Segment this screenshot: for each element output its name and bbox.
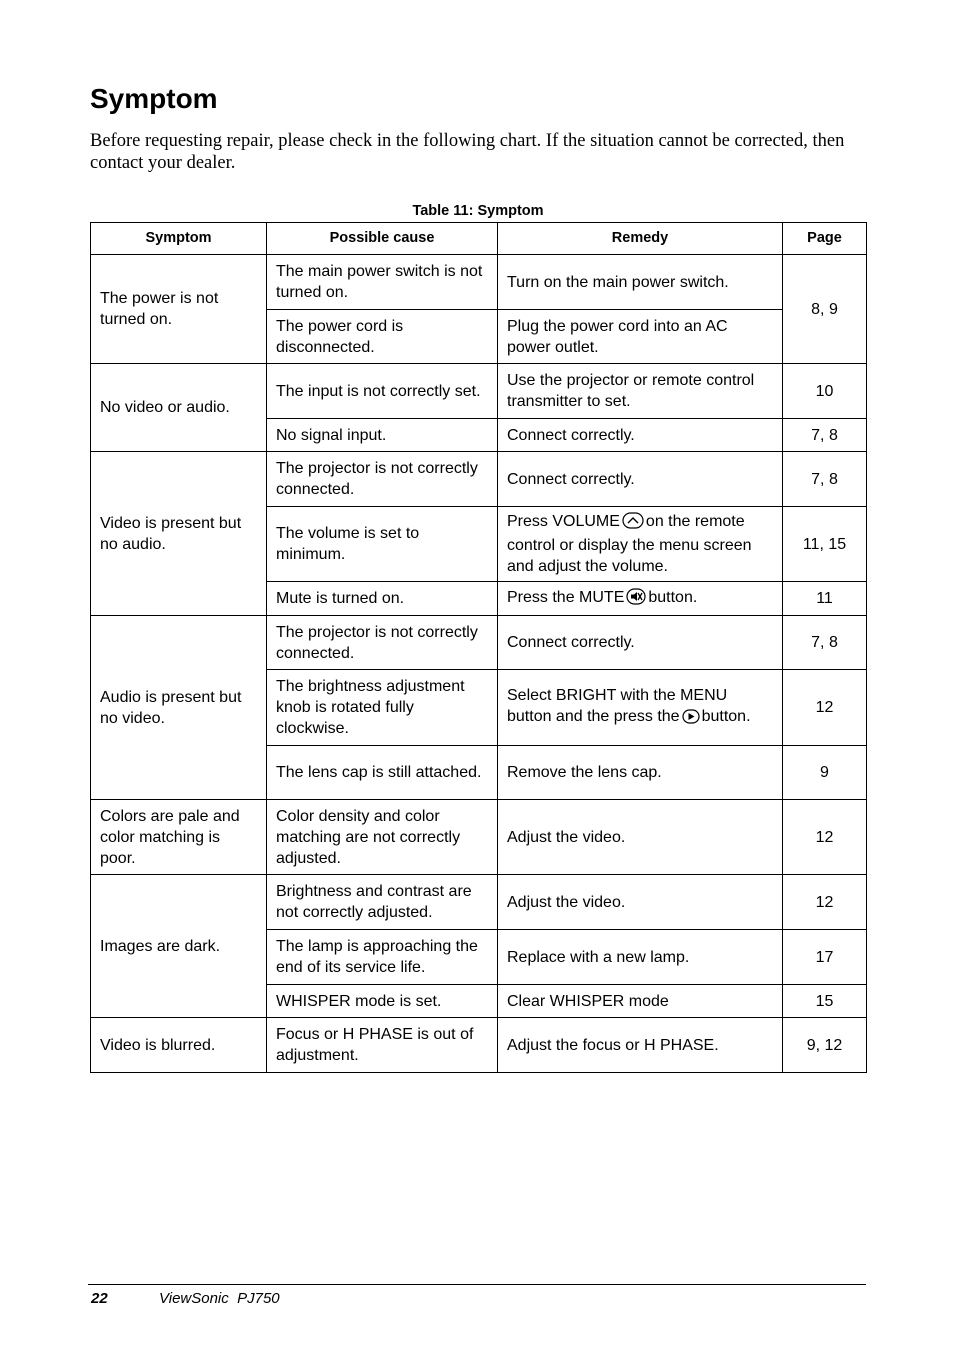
- remedy-cell: Clear WHISPER mode: [498, 985, 783, 1018]
- page-cell: 12: [783, 875, 867, 930]
- page-cell: 7, 8: [783, 452, 867, 507]
- remedy-cell: Adjust the video.: [498, 800, 783, 875]
- table-row: [91, 875, 867, 930]
- remedy-cell: Connect correctly.: [498, 616, 783, 670]
- symptom-cell: Colors are pale and color matching is poor.: [91, 800, 267, 875]
- remedy-cell: [498, 507, 783, 582]
- symptom-cell: No video or audio.: [91, 364, 267, 452]
- volume-up-icon: [622, 512, 644, 535]
- remedy-cell: Plug the power cord into an AC power outlet.: [498, 310, 783, 364]
- page-cell: 12: [783, 800, 867, 875]
- cause-cell: Color density and color matching are not correctly adjusted.: [267, 800, 498, 875]
- page-cell: 15: [783, 985, 867, 1018]
- footer-divider: [88, 1284, 866, 1285]
- symptom-table: [90, 222, 867, 1073]
- cause-cell: The input is not correctly set.: [267, 364, 498, 419]
- page-cell: 17: [783, 930, 867, 985]
- remedy-text-before: Select BRIGHT with the MENU button and the press the: [507, 687, 728, 725]
- cause-cell: The lens cap is still attached.: [267, 746, 498, 800]
- cause-cell: The lamp is approaching the end of its service life.: [267, 930, 498, 985]
- remedy-cell: [498, 582, 783, 616]
- footer-product: ViewSonic PJ750: [159, 1290, 280, 1307]
- page-number: 22: [91, 1290, 108, 1307]
- page-cell: 11: [783, 582, 867, 616]
- page-cell: 7, 8: [783, 419, 867, 452]
- symptom-cell: Video is present but no audio.: [91, 452, 267, 616]
- remedy-cell: Adjust the focus or H PHASE.: [498, 1018, 783, 1073]
- cause-cell: The projector is not correctly connected.: [267, 616, 498, 670]
- header-possible-cause: Possible cause: [267, 223, 498, 255]
- remedy-cell: Use the projector or remote control transmitter to set.: [498, 364, 783, 419]
- table-header-row: [91, 223, 867, 255]
- page-cell: 9: [783, 746, 867, 800]
- cause-cell: Brightness and contrast are not correctly adjusted.: [267, 875, 498, 930]
- remedy-cell: [498, 670, 783, 746]
- header-page: Page: [783, 223, 867, 255]
- remedy-cell: Remove the lens cap.: [498, 746, 783, 800]
- table-row: [91, 1018, 867, 1073]
- cause-cell: No signal input.: [267, 419, 498, 452]
- cause-cell: The power cord is disconnected.: [267, 310, 498, 364]
- symptom-cell: Images are dark.: [91, 875, 267, 1018]
- remedy-cell: Replace with a new lamp.: [498, 930, 783, 985]
- remedy-text-before: Press the MUTE: [507, 588, 625, 606]
- remedy-cell: Adjust the video.: [498, 875, 783, 930]
- symptom-cell: Video is blurred.: [91, 1018, 267, 1073]
- cause-cell: The main power switch is not turned on.: [267, 255, 498, 310]
- page-title: Symptom: [90, 83, 218, 114]
- cause-cell: The projector is not correctly connected.: [267, 452, 498, 507]
- right-arrow-button-icon: [682, 709, 700, 730]
- cause-cell: WHISPER mode is set.: [267, 985, 498, 1018]
- remedy-text-before: Press VOLUME: [507, 513, 620, 530]
- cause-cell: Mute is turned on.: [267, 582, 498, 616]
- remedy-cell: Turn on the main power switch.: [498, 255, 783, 310]
- cause-cell: Focus or H PHASE is out of adjustment.: [267, 1018, 498, 1073]
- symptom-cell: The power is not turned on.: [91, 255, 267, 364]
- cause-cell: The brightness adjustment knob is rotated fully clockwise.: [267, 670, 498, 746]
- table-row: [91, 364, 867, 419]
- intro-paragraph: Before requesting repair, please check in the following chart. If the situation cannot be corrected, then contact your dealer.: [90, 131, 845, 173]
- page-cell: 10: [783, 364, 867, 419]
- header-symptom: Symptom: [91, 223, 267, 255]
- table-row: [91, 616, 867, 670]
- remedy-cell: Connect correctly.: [498, 452, 783, 507]
- page-cell: 12: [783, 670, 867, 746]
- remedy-cell: Connect correctly.: [498, 419, 783, 452]
- mute-icon: [626, 588, 646, 611]
- page-cell: 8, 9: [783, 255, 867, 364]
- page-cell: 7, 8: [783, 616, 867, 670]
- table-row: [91, 255, 867, 310]
- symptom-cell: Audio is present but no video.: [91, 616, 267, 800]
- table-caption: Table 11: Symptom: [412, 203, 544, 219]
- remedy-text-after: button.: [701, 708, 751, 725]
- remedy-text-after: button.: [648, 588, 698, 606]
- table-row: [91, 800, 867, 875]
- remedy-text-after: on the remote control or display the menu screen and adjust the volume.: [507, 513, 752, 575]
- table-row: [91, 452, 867, 507]
- cause-cell: The volume is set to minimum.: [267, 507, 498, 582]
- page-cell: 9, 12: [783, 1018, 867, 1073]
- header-remedy: Remedy: [498, 223, 783, 255]
- page-cell: 11, 15: [783, 507, 867, 582]
